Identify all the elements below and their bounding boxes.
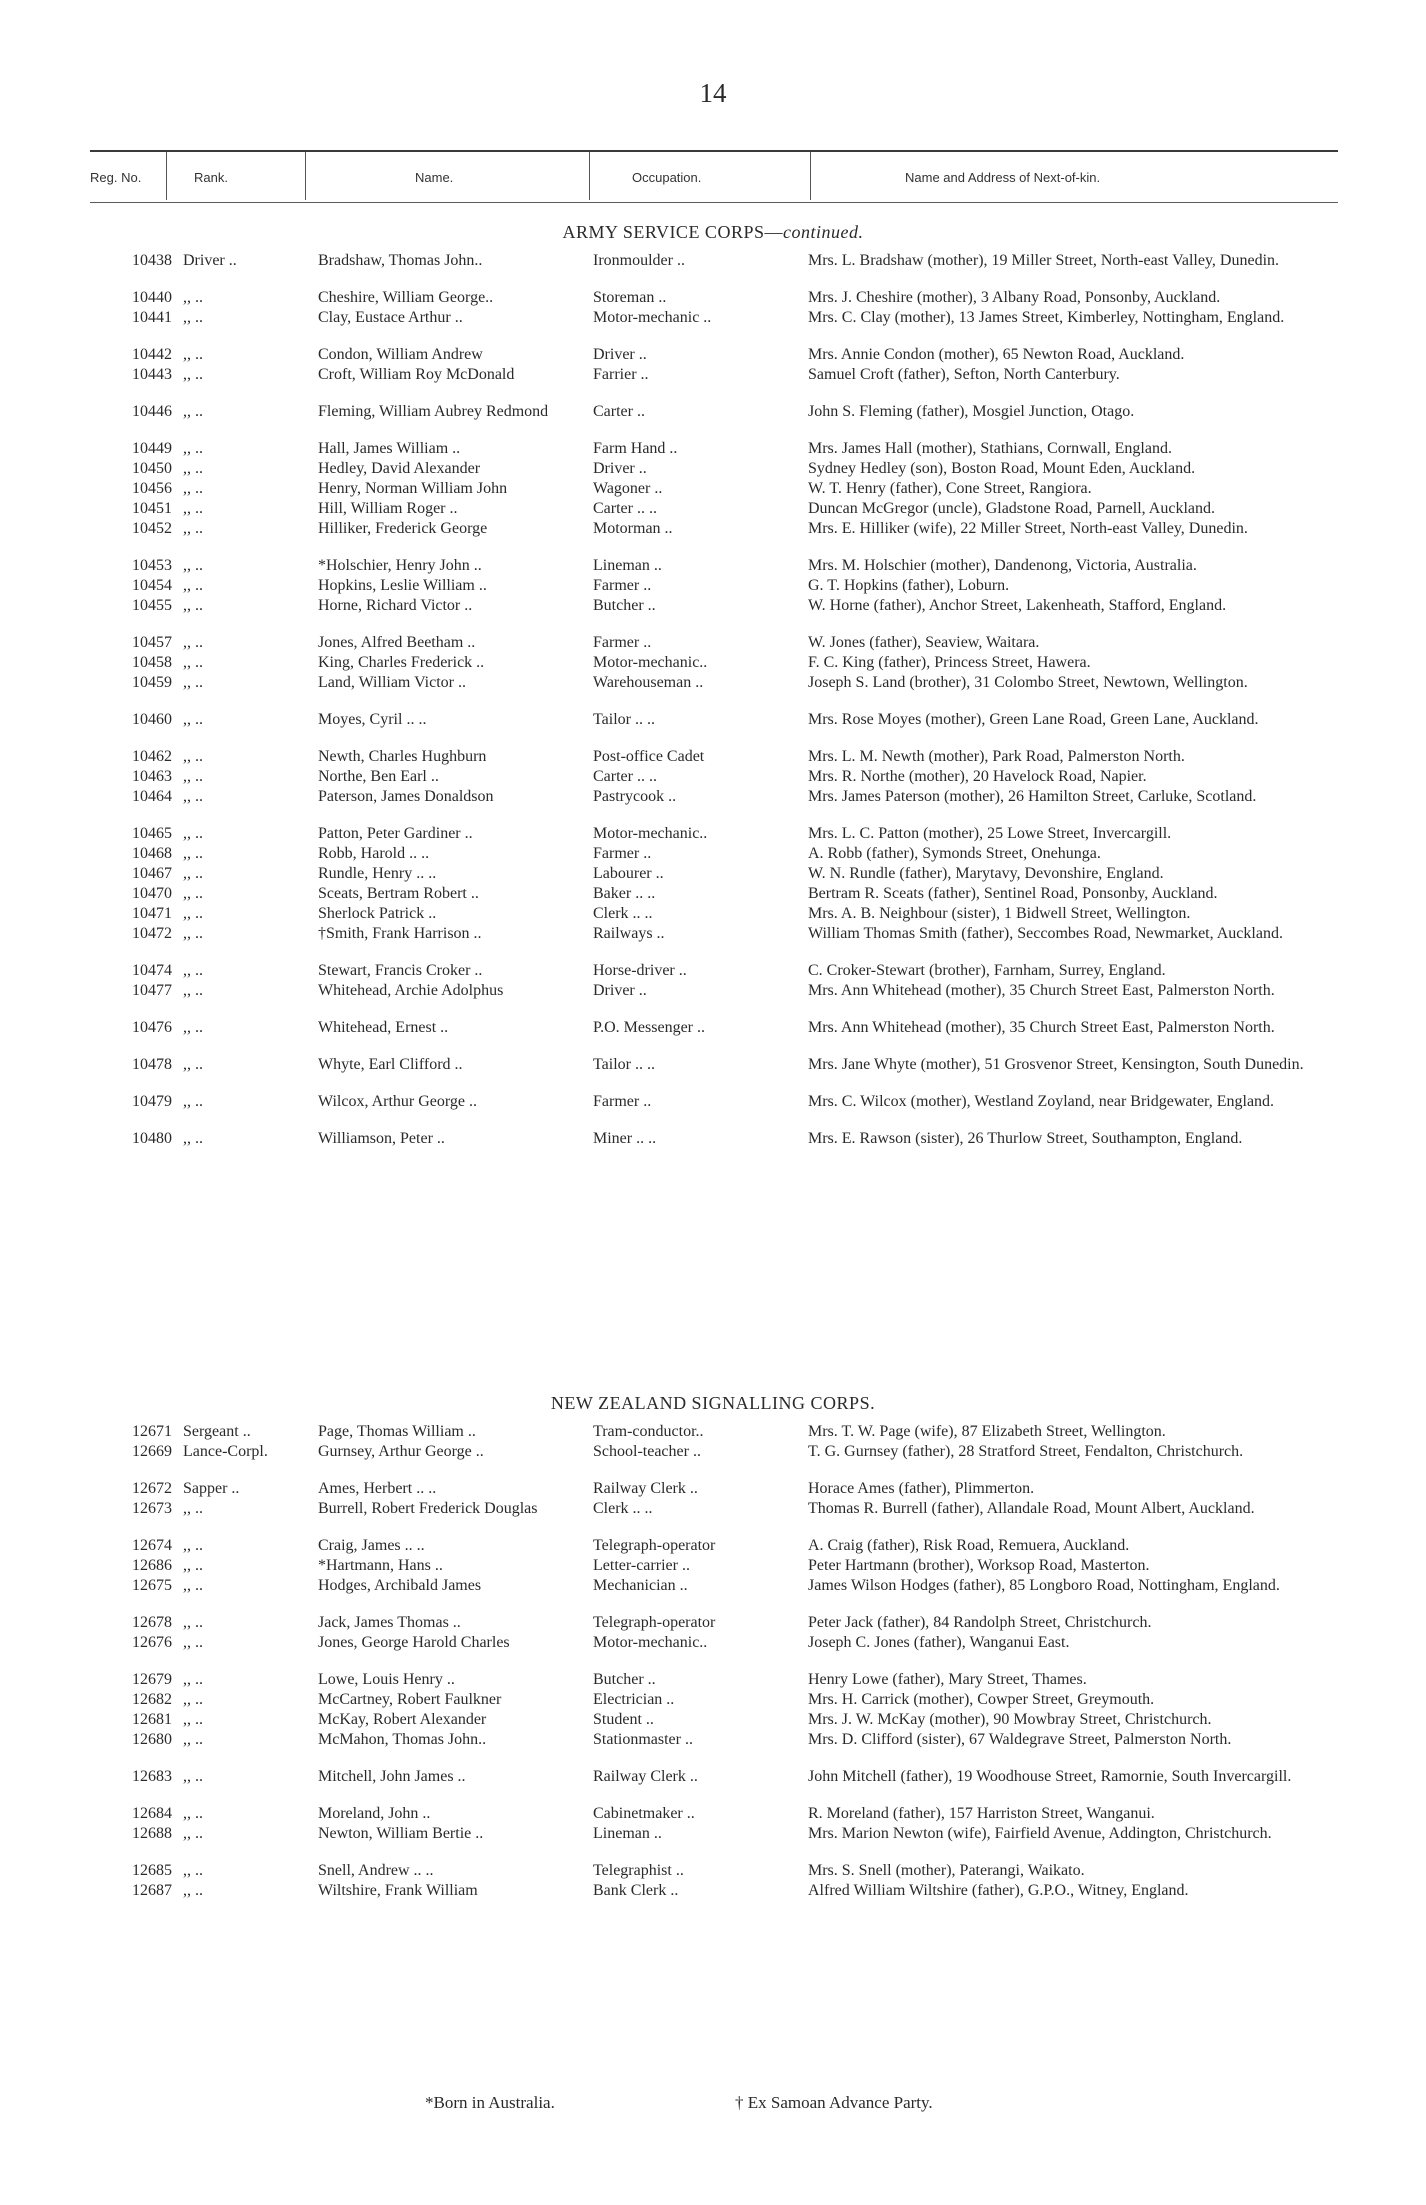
next-of-kin-address: James Wilson Hodges (father), 85 Longboro Road, Nottingham, England. (808, 1577, 1280, 1594)
occupation: Tailor .. .. (593, 1056, 655, 1073)
reg-number: 12680 (132, 1731, 172, 1748)
next-of-kin-address: Samuel Croft (father), Sefton, North Canterbury. (808, 366, 1120, 383)
soldier-name: King, Charles Frederick .. (318, 654, 485, 671)
rank: Lance-Corpl. (183, 1443, 268, 1460)
soldier-name: Hilliker, Frederick George (318, 520, 488, 537)
next-of-kin-address: C. Croker-Stewart (brother), Farnham, Surrey, England. (808, 962, 1166, 979)
rank: ,, .. (183, 289, 203, 306)
occupation: Butcher .. (593, 597, 656, 614)
soldier-name: Snell, Andrew .. .. (318, 1862, 434, 1879)
reg-number: 10450 (132, 460, 172, 477)
reg-number: 10463 (132, 768, 172, 785)
rank: ,, .. (183, 1537, 203, 1554)
reg-number: 12688 (132, 1825, 172, 1842)
reg-number: 12669 (132, 1443, 172, 1460)
rank: ,, .. (183, 403, 203, 420)
header-occupation: Occupation. (632, 170, 702, 185)
soldier-name: Robb, Harold .. .. (318, 845, 430, 862)
occupation: Motor-mechanic.. (593, 825, 708, 842)
rank: ,, .. (183, 577, 203, 594)
next-of-kin-address: W. Horne (father), Anchor Street, Lakenheath, Stafford, England. (808, 597, 1227, 614)
next-of-kin-address: A. Robb (father), Symonds Street, Onehunga. (808, 845, 1101, 862)
occupation: Telegraphist .. (593, 1862, 684, 1879)
soldier-name: Hill, William Roger .. (318, 500, 458, 517)
next-of-kin-address: Mrs. D. Clifford (sister), 67 Waldegrave Street, Palmerston North. (808, 1731, 1232, 1748)
next-of-kin-address: Joseph S. Land (brother), 31 Colombo Street, Newtown, Wellington. (808, 674, 1248, 691)
next-of-kin-address: Mrs. Marion Newton (wife), Fairfield Avenue, Addington, Christchurch. (808, 1825, 1272, 1842)
rank: ,, .. (183, 1691, 203, 1708)
rank: ,, .. (183, 1577, 203, 1594)
next-of-kin-address: Mrs. S. Snell (mother), Paterangi, Waikato. (808, 1862, 1085, 1879)
soldier-name: Hall, James William .. (318, 440, 461, 457)
next-of-kin-address: Mrs. R. Northe (mother), 20 Havelock Road, Napier. (808, 768, 1147, 785)
header-rank: Rank. (194, 170, 228, 185)
soldier-name: Ames, Herbert .. .. (318, 1480, 437, 1497)
soldier-name: Hedley, David Alexander (318, 460, 481, 477)
occupation: Clerk .. .. (593, 1500, 653, 1517)
reg-number: 10472 (132, 925, 172, 942)
occupation: Student .. (593, 1711, 654, 1728)
reg-number: 12687 (132, 1882, 172, 1899)
soldier-name: Newth, Charles Hughburn (318, 748, 487, 765)
soldier-name: McKay, Robert Alexander (318, 1711, 487, 1728)
soldier-name: *Hartmann, Hans .. (318, 1557, 443, 1574)
occupation: Railway Clerk .. (593, 1768, 698, 1785)
header-divider (166, 152, 167, 200)
page-number: 14 (699, 78, 727, 108)
next-of-kin-address: John Mitchell (father), 19 Woodhouse Street, Ramornie, South Invercargill. (808, 1768, 1292, 1785)
next-of-kin-address: Mrs. J. Cheshire (mother), 3 Albany Road, Ponsonby, Auckland. (808, 289, 1221, 306)
soldier-name: Hodges, Archibald James (318, 1577, 482, 1594)
reg-number: 10456 (132, 480, 172, 497)
table-header (90, 150, 1338, 203)
soldier-name: Stewart, Francis Croker .. (318, 962, 483, 979)
soldier-name: Croft, William Roy McDonald (318, 366, 515, 383)
reg-number: 10468 (132, 845, 172, 862)
rank: ,, .. (183, 309, 203, 326)
reg-number: 10465 (132, 825, 172, 842)
reg-number: 10458 (132, 654, 172, 671)
reg-number: 10474 (132, 962, 172, 979)
next-of-kin-address: W. N. Rundle (father), Marytavy, Devonshire, England. (808, 865, 1164, 882)
soldier-name: Hopkins, Leslie William .. (318, 577, 487, 594)
next-of-kin-address: Mrs. L. M. Newth (mother), Park Road, Palmerston North. (808, 748, 1185, 765)
reg-number: 12684 (132, 1805, 172, 1822)
reg-number: 10440 (132, 289, 172, 306)
header-reg-no: Reg. No. (90, 170, 142, 185)
occupation: Ironmoulder .. (593, 252, 685, 269)
rank: ,, .. (183, 905, 203, 922)
soldier-name: Burrell, Robert Frederick Douglas (318, 1500, 538, 1517)
occupation: Carter .. (593, 403, 645, 420)
section-title (0, 1393, 1426, 1414)
soldier-name: Cheshire, William George.. (318, 289, 494, 306)
rank: ,, .. (183, 925, 203, 942)
reg-number: 12685 (132, 1862, 172, 1879)
occupation: Farrier .. (593, 366, 649, 383)
next-of-kin-address: Bertram R. Sceats (father), Sentinel Road, Ponsonby, Auckland. (808, 885, 1218, 902)
reg-number: 12672 (132, 1480, 172, 1497)
occupation: Lineman .. (593, 557, 662, 574)
next-of-kin-address: Mrs. Ann Whitehead (mother), 35 Church Street East, Palmerston North. (808, 1019, 1275, 1036)
reg-number: 10453 (132, 557, 172, 574)
soldier-name: Jack, James Thomas .. (318, 1614, 461, 1631)
reg-number: 10452 (132, 520, 172, 537)
reg-number: 12673 (132, 1500, 172, 1517)
soldier-name: Horne, Richard Victor .. (318, 597, 473, 614)
occupation: Driver .. (593, 460, 647, 477)
soldier-name: Moyes, Cyril .. .. (318, 711, 427, 728)
occupation: Bank Clerk .. (593, 1882, 679, 1899)
soldier-name: Newton, William Bertie .. (318, 1825, 484, 1842)
rank: ,, .. (183, 885, 203, 902)
reg-number: 12674 (132, 1537, 172, 1554)
reg-number: 10460 (132, 711, 172, 728)
rank: ,, .. (183, 845, 203, 862)
next-of-kin-address: Horace Ames (father), Plimmerton. (808, 1480, 1035, 1497)
rank: ,, .. (183, 634, 203, 651)
next-of-kin-address: Alfred William Wiltshire (father), G.P.O., Witney, England. (808, 1882, 1189, 1899)
occupation: Warehouseman .. (593, 674, 704, 691)
occupation: Motor-mechanic.. (593, 1634, 708, 1651)
occupation: Carter .. .. (593, 500, 657, 517)
next-of-kin-address: Mrs. H. Carrick (mother), Cowper Street, Greymouth. (808, 1691, 1155, 1708)
occupation: School-teacher .. (593, 1443, 701, 1460)
soldier-name: Whyte, Earl Clifford .. (318, 1056, 463, 1073)
next-of-kin-address: Mrs. James Hall (mother), Stathians, Cornwall, England. (808, 440, 1172, 457)
rank: ,, .. (183, 1805, 203, 1822)
occupation: Carter .. .. (593, 768, 657, 785)
soldier-name: Rundle, Henry .. .. (318, 865, 437, 882)
soldier-name: Fleming, William Aubrey Redmond (318, 403, 549, 420)
next-of-kin-address: Mrs. E. Hilliker (wife), 22 Miller Street, North-east Valley, Dunedin. (808, 520, 1248, 537)
occupation: Motor-mechanic.. (593, 654, 708, 671)
rank: ,, .. (183, 1130, 203, 1147)
occupation: Horse-driver .. (593, 962, 687, 979)
reg-number: 10455 (132, 597, 172, 614)
next-of-kin-address: William Thomas Smith (father), Seccombes Road, Newmarket, Auckland. (808, 925, 1283, 942)
reg-number: 10476 (132, 1019, 172, 1036)
section-title-text: NEW ZEALAND SIGNALLING CORPS. (550, 1393, 876, 1413)
soldier-name: Whitehead, Ernest .. (318, 1019, 449, 1036)
reg-number: 10459 (132, 674, 172, 691)
soldier-name: Lowe, Louis Henry .. (318, 1671, 455, 1688)
rank: ,, .. (183, 1557, 203, 1574)
next-of-kin-address: Mrs. Jane Whyte (mother), 51 Grosvenor Street, Kensington, South Dunedin. (808, 1056, 1304, 1073)
next-of-kin-address: Mrs. J. W. McKay (mother), 90 Mowbray Street, Christchurch. (808, 1711, 1212, 1728)
soldier-name: Page, Thomas William .. (318, 1423, 476, 1440)
reg-number: 10443 (132, 366, 172, 383)
reg-number: 12675 (132, 1577, 172, 1594)
soldier-name: Sherlock Patrick .. (318, 905, 437, 922)
rank: ,, .. (183, 1711, 203, 1728)
header-divider (589, 152, 590, 200)
next-of-kin-address: Mrs. Ann Whitehead (mother), 35 Church Street East, Palmerston North. (808, 982, 1275, 999)
reg-number: 10479 (132, 1093, 172, 1110)
reg-number: 10480 (132, 1130, 172, 1147)
next-of-kin-address: A. Craig (father), Risk Road, Remuera, Auckland. (808, 1537, 1130, 1554)
next-of-kin-address: W. T. Henry (father), Cone Street, Rangiora. (808, 480, 1092, 497)
rank: ,, .. (183, 366, 203, 383)
occupation: Farmer .. (593, 845, 652, 862)
rank: ,, .. (183, 1500, 203, 1517)
soldier-name: Sceats, Bertram Robert .. (318, 885, 479, 902)
rank: ,, .. (183, 346, 203, 363)
occupation: Post-office Cadet (593, 748, 705, 765)
reg-number: 10464 (132, 788, 172, 805)
rank: ,, .. (183, 654, 203, 671)
soldier-name: †Smith, Frank Harrison .. (318, 925, 482, 942)
next-of-kin-address: Henry Lowe (father), Mary Street, Thames. (808, 1671, 1087, 1688)
soldier-name: Gurnsey, Arthur George .. (318, 1443, 484, 1460)
soldier-name: Wilcox, Arthur George .. (318, 1093, 478, 1110)
next-of-kin-address: Mrs. E. Rawson (sister), 26 Thurlow Street, Southampton, England. (808, 1130, 1243, 1147)
rank: ,, .. (183, 962, 203, 979)
occupation: Farmer .. (593, 1093, 652, 1110)
occupation: P.O. Messenger .. (593, 1019, 705, 1036)
reg-number: 12686 (132, 1557, 172, 1574)
occupation: Tram-conductor.. (593, 1423, 704, 1440)
footnote-born-australia: *Born in Australia. (425, 2093, 555, 2112)
rank: ,, .. (183, 1614, 203, 1631)
next-of-kin-address: John S. Fleming (father), Mosgiel Junction, Otago. (808, 403, 1135, 420)
occupation: Railways .. (593, 925, 665, 942)
rank: ,, .. (183, 1056, 203, 1073)
occupation: Electrician .. (593, 1691, 675, 1708)
soldier-name: McMahon, Thomas John.. (318, 1731, 487, 1748)
reg-number: 10462 (132, 748, 172, 765)
occupation: Wagoner .. (593, 480, 663, 497)
next-of-kin-address: R. Moreland (father), 157 Harriston Street, Wanganui. (808, 1805, 1155, 1822)
reg-number: 10451 (132, 500, 172, 517)
soldier-name: Moreland, John .. (318, 1805, 431, 1822)
occupation: Farmer .. (593, 634, 652, 651)
rank: ,, .. (183, 1882, 203, 1899)
reg-number: 10442 (132, 346, 172, 363)
rank: ,, .. (183, 460, 203, 477)
section-title-suffix: continued. (782, 222, 864, 242)
rank: ,, .. (183, 557, 203, 574)
rank: ,, .. (183, 480, 203, 497)
occupation: Clerk .. .. (593, 905, 653, 922)
rank: ,, .. (183, 825, 203, 842)
section-title (0, 222, 1426, 243)
rank: ,, .. (183, 711, 203, 728)
rank: ,, .. (183, 1731, 203, 1748)
rank: ,, .. (183, 1634, 203, 1651)
next-of-kin-address: Mrs. L. C. Patton (mother), 25 Lowe Street, Invercargill. (808, 825, 1172, 842)
occupation: Lineman .. (593, 1825, 662, 1842)
soldier-name: *Holschier, Henry John .. (318, 557, 482, 574)
rank: Sapper .. (183, 1480, 240, 1497)
header-next-of-kin: Name and Address of Next-of-kin. (905, 170, 1101, 185)
soldier-name: Mitchell, John James .. (318, 1768, 466, 1785)
occupation: Driver .. (593, 982, 647, 999)
occupation: Driver .. (593, 346, 647, 363)
occupation: Pastrycook .. (593, 788, 677, 805)
occupation: Stationmaster .. (593, 1731, 693, 1748)
reg-number: 10449 (132, 440, 172, 457)
soldier-name: Wiltshire, Frank William (318, 1882, 478, 1899)
rank: ,, .. (183, 440, 203, 457)
occupation: Miner .. .. (593, 1130, 657, 1147)
soldier-name: Patton, Peter Gardiner .. (318, 825, 473, 842)
next-of-kin-address: Peter Jack (father), 84 Randolph Street, Christchurch. (808, 1614, 1152, 1631)
next-of-kin-address: Mrs. Rose Moyes (mother), Green Lane Road, Green Lane, Auckland. (808, 711, 1259, 728)
soldier-name: Condon, William Andrew (318, 346, 483, 363)
rank: ,, .. (183, 1019, 203, 1036)
reg-number: 10441 (132, 309, 172, 326)
next-of-kin-address: Mrs. A. B. Neighbour (sister), 1 Bidwell Street, Wellington. (808, 905, 1191, 922)
reg-number: 12682 (132, 1691, 172, 1708)
occupation: Cabinetmaker .. (593, 1805, 695, 1822)
rank: ,, .. (183, 1768, 203, 1785)
soldier-name: Bradshaw, Thomas John.. (318, 252, 483, 269)
rank: ,, .. (183, 1825, 203, 1842)
soldier-name: Land, William Victor .. (318, 674, 466, 691)
rank: Driver .. (183, 252, 237, 269)
rank: ,, .. (183, 788, 203, 805)
reg-number: 10470 (132, 885, 172, 902)
reg-number: 12683 (132, 1768, 172, 1785)
next-of-kin-address: Mrs. C. Clay (mother), 13 James Street, Kimberley, Nottingham, England. (808, 309, 1285, 326)
next-of-kin-address: Mrs. James Paterson (mother), 26 Hamilton Street, Carluke, Scotland. (808, 788, 1257, 805)
rank: ,, .. (183, 768, 203, 785)
soldier-name: Paterson, James Donaldson (318, 788, 494, 805)
next-of-kin-address: Mrs. T. W. Page (wife), 87 Elizabeth Street, Wellington. (808, 1423, 1166, 1440)
soldier-name: Northe, Ben Earl .. (318, 768, 439, 785)
occupation: Telegraph-operator (593, 1614, 716, 1631)
soldier-name: Williamson, Peter .. (318, 1130, 445, 1147)
reg-number: 10478 (132, 1056, 172, 1073)
reg-number: 10457 (132, 634, 172, 651)
occupation: Letter-carrier .. (593, 1557, 690, 1574)
header-divider (305, 152, 306, 200)
rank: ,, .. (183, 520, 203, 537)
rank: ,, .. (183, 865, 203, 882)
occupation: Motor-mechanic .. (593, 309, 712, 326)
occupation: Farm Hand .. (593, 440, 678, 457)
occupation: Labourer .. (593, 865, 664, 882)
next-of-kin-address: G. T. Hopkins (father), Loburn. (808, 577, 1010, 594)
occupation: Butcher .. (593, 1671, 656, 1688)
rank: ,, .. (183, 1093, 203, 1110)
next-of-kin-address: Mrs. Annie Condon (mother), 65 Newton Road, Auckland. (808, 346, 1185, 363)
soldier-name: Whitehead, Archie Adolphus (318, 982, 504, 999)
reg-number: 10454 (132, 577, 172, 594)
rank: ,, .. (183, 1671, 203, 1688)
reg-number: 12679 (132, 1671, 172, 1688)
next-of-kin-address: Mrs. M. Holschier (mother), Dandenong, Victoria, Australia. (808, 557, 1197, 574)
header-name: Name. (415, 170, 454, 185)
soldier-name: Craig, James .. .. (318, 1537, 425, 1554)
rank: Sergeant .. (183, 1423, 251, 1440)
section-title-text: ARMY SERVICE CORPS— (562, 222, 783, 242)
occupation: Storeman .. (593, 289, 667, 306)
next-of-kin-address: Peter Hartmann (brother), Worksop Road, Masterton. (808, 1557, 1150, 1574)
occupation: Telegraph-operator (593, 1537, 716, 1554)
soldier-name: Clay, Eustace Arthur .. (318, 309, 463, 326)
soldier-name: Jones, Alfred Beetham .. (318, 634, 476, 651)
next-of-kin-address: Joseph C. Jones (father), Wanganui East. (808, 1634, 1070, 1651)
occupation: Motorman .. (593, 520, 673, 537)
rank: ,, .. (183, 500, 203, 517)
reg-number: 10471 (132, 905, 172, 922)
reg-number: 10467 (132, 865, 172, 882)
reg-number: 12671 (132, 1423, 172, 1440)
next-of-kin-address: F. C. King (father), Princess Street, Hawera. (808, 654, 1091, 671)
soldier-name: Jones, George Harold Charles (318, 1634, 510, 1651)
occupation: Railway Clerk .. (593, 1480, 698, 1497)
reg-number: 10477 (132, 982, 172, 999)
next-of-kin-address: Duncan McGregor (uncle), Gladstone Road, Parnell, Auckland. (808, 500, 1215, 517)
next-of-kin-address: T. G. Gurnsey (father), 28 Stratford Street, Fendalton, Christchurch. (808, 1443, 1244, 1460)
rank: ,, .. (183, 982, 203, 999)
next-of-kin-address: Mrs. C. Wilcox (mother), Westland Zoyland, near Bridgewater, England. (808, 1093, 1275, 1110)
next-of-kin-address: W. Jones (father), Seaview, Waitara. (808, 634, 1040, 651)
next-of-kin-address: Thomas R. Burrell (father), Allandale Road, Mount Albert, Auckland. (808, 1500, 1255, 1517)
reg-number: 10446 (132, 403, 172, 420)
header-divider (810, 152, 811, 200)
reg-number: 12681 (132, 1711, 172, 1728)
reg-number: 12676 (132, 1634, 172, 1651)
rank: ,, .. (183, 1862, 203, 1879)
next-of-kin-address: Sydney Hedley (son), Boston Road, Mount Eden, Auckland. (808, 460, 1196, 477)
footnote-samoan-party: † Ex Samoan Advance Party. (735, 2093, 933, 2112)
rank: ,, .. (183, 597, 203, 614)
reg-number: 12678 (132, 1614, 172, 1631)
soldier-name: Henry, Norman William John (318, 480, 508, 497)
reg-number: 10438 (132, 252, 172, 269)
occupation: Mechanician .. (593, 1577, 688, 1594)
occupation: Baker .. .. (593, 885, 656, 902)
next-of-kin-address: Mrs. L. Bradshaw (mother), 19 Miller Street, North-east Valley, Dunedin. (808, 252, 1280, 269)
rank: ,, .. (183, 748, 203, 765)
soldier-name: McCartney, Robert Faulkner (318, 1691, 502, 1708)
rank: ,, .. (183, 674, 203, 691)
occupation: Tailor .. .. (593, 711, 655, 728)
occupation: Farmer .. (593, 577, 652, 594)
